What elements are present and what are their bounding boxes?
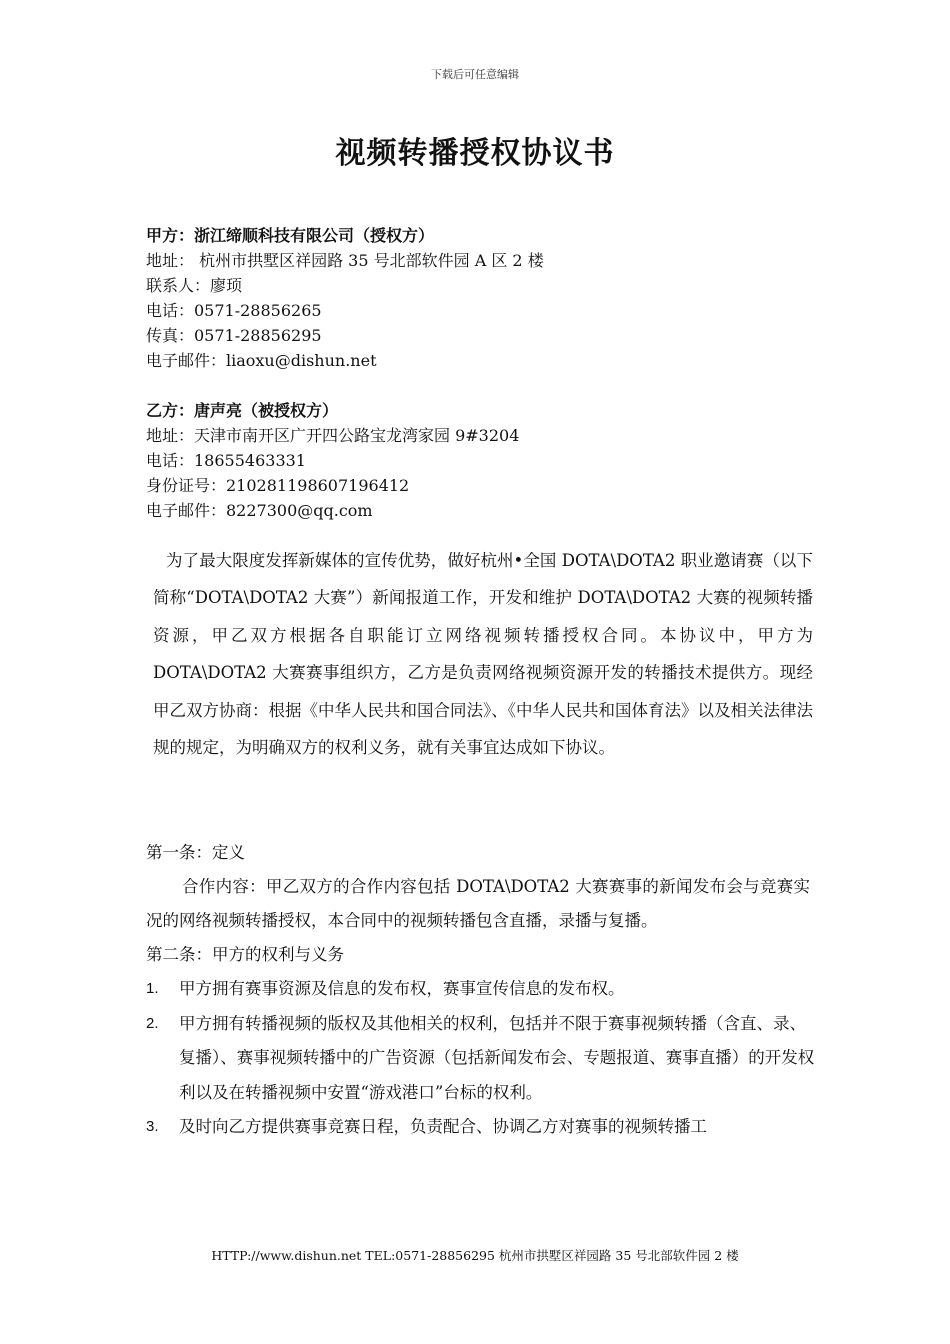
document-title: 视频转播授权协议书 — [335, 136, 615, 171]
list-item-number: 1. — [146, 980, 159, 997]
article-1-heading: 第一条：定义 — [146, 843, 245, 862]
list-item-text: 及时向乙方提供赛事竞赛日程，负责配合、协调乙方对赛事的视频转播工 — [179, 1117, 707, 1136]
list-item-number: 2. — [146, 1014, 159, 1032]
party-b-id-number: 身份证号：210281198607196412 — [146, 476, 410, 495]
party-a-name: 甲方：浙江缔顺科技有限公司（授权方） — [146, 226, 435, 245]
party-b-phone: 电话：18655463331 — [146, 451, 306, 470]
list-item-text: 甲方拥有转播视频的版权及其他相关的权利，包括并不限于赛事视频转播（含直、录、复播）、赛事视频转播中的广告资源（包括新闻发布会、专题报道、赛事直播）的开发权利以及在转播视频中安置“游戏港口”台标的权利。 — [179, 1013, 815, 1102]
article-1-body: 合作内容：甲乙双方的合作内容包括 DOTA\DOTA2 大赛赛事的新闻发布会与竞赛实况的网络视频转播授权，本合同中的视频转播包含直播，录播与复播。 — [146, 877, 810, 930]
articles-section — [146, 836, 816, 1145]
party-a-contact: 联系人：廖顼 — [146, 276, 243, 295]
list-item — [146, 1110, 816, 1145]
header-note: 下载后可任意编辑 — [431, 68, 519, 81]
party-b-address: 地址：天津市南开区广开四公路宝龙湾家园 9#3204 — [146, 426, 520, 445]
article-2-heading: 第二条：甲方的权利与义务 — [146, 945, 344, 964]
party-b-email: 电子邮件：8227300@qq.com — [146, 501, 373, 520]
list-item-text: 甲方拥有赛事资源及信息的发布权，赛事宣传信息的发布权。 — [179, 979, 625, 998]
intro-paragraph: 为了最大限度发挥新媒体的宣传优势，做好杭州•全国 DOTA\DOTA2 职业邀请赛（以下简称“DOTA\DOTA2 大赛”）新闻报道工作，开发和维护 DOTA\DOTA2 大赛的视频转播资源，甲乙双方根据各自职能订立网络视频转播授权合同。本协议中，甲方为 DOTA\DOTA2 大赛赛事组织方，乙方是负责网络视频资源开发的转播技术提供方。现经甲乙双方协商：根据《中华人民共和国合同法》、《中华人民共和国体育法》以及相关法律法规的规定，为明确双方的权利义务，就有关事宜达成如下协议。 — [153, 551, 813, 758]
party-a-phone: 电话：0571-28856265 — [146, 301, 322, 320]
party-a-address: 地址： 杭州市拱墅区祥园路 35 号北部软件园 A 区 2 楼 — [146, 251, 544, 270]
list-item-number: 3. — [146, 1118, 159, 1135]
page-footer: HTTP://www.dishun.net TEL:0571-28856295 杭州市拱墅区祥园路 35 号北部软件园 2 楼 — [211, 1248, 739, 1263]
party-b-block — [146, 398, 519, 523]
party-a-block — [146, 223, 544, 373]
list-item — [146, 972, 816, 1007]
party-b-name: 乙方：唐声亮（被授权方） — [146, 401, 339, 420]
party-a-email: 电子邮件：liaoxu@dishun.net — [146, 351, 377, 370]
party-a-fax: 传真：0571-28856295 — [146, 326, 322, 345]
article-2-list — [146, 972, 816, 1145]
list-item — [146, 1007, 816, 1111]
